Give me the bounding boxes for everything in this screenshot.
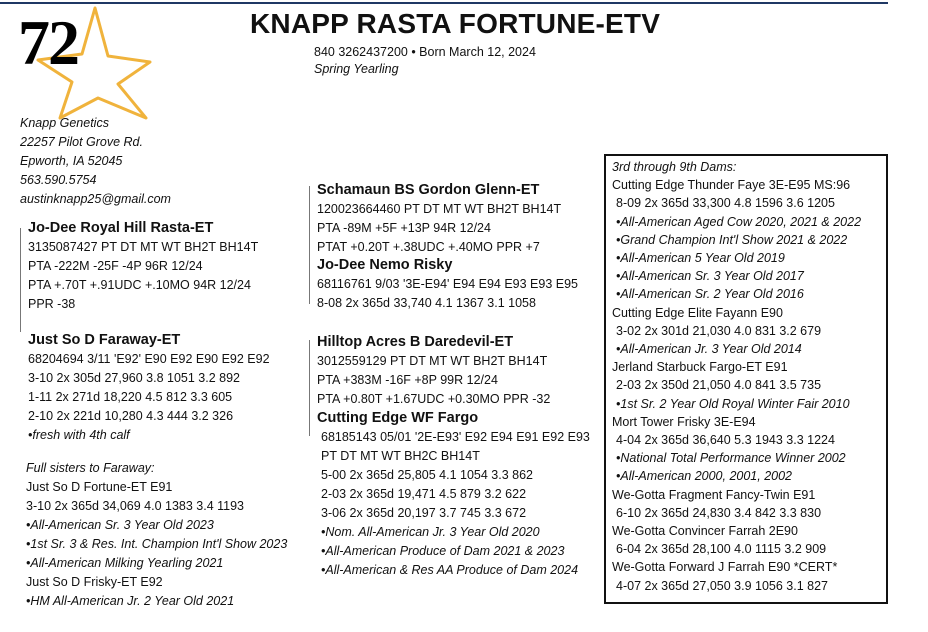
dam-line: 68204694 3/11 'E92' E90 E92 E90 E92 E92 xyxy=(28,352,270,366)
list-item: •All-American Sr. 3 Year Old 2017 xyxy=(616,269,804,284)
list-item: •Grand Champion Int'l Show 2021 & 2022 xyxy=(616,232,848,247)
extended-pedigree-list xyxy=(612,158,861,595)
sires-dam-line: 68116761 9/03 '3E-E94' E94 E94 E93 E93 E95 xyxy=(317,277,578,291)
dams-sire-block xyxy=(317,332,550,409)
sire-block xyxy=(28,218,258,314)
dam-block xyxy=(28,330,270,445)
dams-dam-block xyxy=(317,408,590,580)
list-item: •All-American Sr. 2 Year Old 2016 xyxy=(616,287,804,302)
full-sisters-heading: Full sisters to Faraway: xyxy=(26,461,155,475)
list-item: 4-07 2x 365d 27,050 3.9 1056 3.1 827 xyxy=(616,578,828,593)
list-item: 6-04 2x 365d 28,100 4.0 1115 3.2 909 xyxy=(616,542,827,557)
sires-dam-block xyxy=(317,255,578,313)
sires-sire-bracket xyxy=(309,186,310,304)
list-item: Cutting Edge Elite Fayann E90 xyxy=(612,305,783,320)
dams-sire-bracket xyxy=(309,340,310,436)
breeder-city: Epworth, IA 52045 xyxy=(20,154,123,168)
sires-dam-line: 8-08 2x 365d 33,740 4.1 1367 3.1 1058 xyxy=(317,296,536,310)
dams-sire-line: PTA +383M -16F +8P 99R 12/24 xyxy=(317,373,498,387)
list-item: Just So D Frisky-ET E92 xyxy=(26,575,163,589)
breeder-phone: 563.590.5754 xyxy=(20,173,97,187)
dams-sire-name: Hilltop Acres B Daredevil-ET xyxy=(317,334,514,350)
dam-line: 3-10 2x 305d 27,960 3.8 1051 3.2 892 xyxy=(28,371,240,385)
list-item: •HM All-American Jr. 2 Year Old 2021 xyxy=(26,594,235,608)
dams-dam-line: 3-06 2x 365d 20,197 3.7 745 3.3 672 xyxy=(321,506,527,520)
sires-sire-line: 120023664460 PT DT MT WT BH2T BH14T xyxy=(317,202,562,216)
list-item: •National Total Performance Winner 2002 xyxy=(616,451,846,466)
breeder-name: Knapp Genetics xyxy=(20,116,109,130)
list-item: Mort Tower Frisky 3E-E94 xyxy=(612,414,756,429)
sires-sire-name: Schamaun BS Gordon Glenn-ET xyxy=(317,182,540,198)
list-item: 8-09 2x 365d 33,300 4.8 1596 3.6 1205 xyxy=(616,196,835,211)
list-item: •All-American Jr. 3 Year Old 2014 xyxy=(616,342,802,357)
dams-dam-honor: •All-American & Res AA Produce of Dam 2024 xyxy=(321,563,579,577)
sires-sire-line: PTA -89M +5F +13P 94R 12/24 xyxy=(317,221,491,235)
dams-sire-line: PTA +0.80T +1.67UDC +0.30MO PPR -32 xyxy=(317,392,551,406)
sires-sire-line: PTAT +0.20T +.38UDC +.40MO PPR +7 xyxy=(317,240,540,254)
sire-name: Jo-Dee Royal Hill Rasta-ET xyxy=(28,220,214,236)
sire-line: PTA -222M -25F -4P 96R 12/24 xyxy=(28,259,203,273)
sire-line: PPR -38 xyxy=(28,297,76,311)
list-item: •All-American Aged Cow 2020, 2021 & 2022 xyxy=(616,214,862,229)
animal-name-title: KNAPP RASTA FORTUNE-ETV xyxy=(250,8,661,39)
list-item: 6-10 2x 365d 24,830 3.4 842 3.3 830 xyxy=(616,505,822,520)
sires-dam-name: Jo-Dee Nemo Risky xyxy=(317,257,453,273)
list-item: We-Gotta Convincer Farrah 2E90 xyxy=(612,524,798,539)
sire-line: PTA +.70T +.91UDC +.10MO 94R 12/24 xyxy=(28,278,251,292)
dam-note: •fresh with 4th calf xyxy=(28,428,130,442)
dam-name: Just So D Faraway-ET xyxy=(28,332,181,348)
list-item: Just So D Fortune-ET E91 xyxy=(26,480,173,494)
list-item: •All-American Milking Yearling 2021 xyxy=(26,556,224,570)
registration-birthdate: 840 3262437200 • Born March 12, 2024 xyxy=(314,45,536,59)
sires-sire-block xyxy=(317,180,561,257)
dams-dam-line: 68185143 05/01 '2E-E93' E92 E94 E91 E92 E93 xyxy=(321,430,590,444)
dams-dam-honor: •Nom. All-American Jr. 3 Year Old 2020 xyxy=(321,525,540,539)
breeder-email: austinknapp25@gmail.com xyxy=(20,192,171,206)
dam-line: 2-10 2x 221d 10,280 4.3 444 3.2 326 xyxy=(28,409,234,423)
breeder-street: 22257 Pilot Grove Rd. xyxy=(20,135,143,149)
breeder-contact xyxy=(20,114,171,209)
list-item: •All-American 2000, 2001, 2002 xyxy=(616,469,793,484)
show-class: Spring Yearling xyxy=(314,62,399,76)
full-sisters-block xyxy=(26,459,287,611)
list-item: •All-American Sr. 3 Year Old 2023 xyxy=(26,518,214,532)
list-item: •1st Sr. 2 Year Old Royal Winter Fair 2010 xyxy=(616,396,850,411)
list-item: Jerland Starbuck Fargo-ET E91 xyxy=(612,360,788,375)
list-item: 3-10 2x 365d 34,069 4.0 1383 3.4 1193 xyxy=(26,499,245,513)
list-item: 2-03 2x 350d 21,050 4.0 841 3.5 735 xyxy=(616,378,822,393)
dams-dam-name: Cutting Edge WF Fargo xyxy=(317,410,479,426)
list-item: We-Gotta Fragment Fancy-Twin E91 xyxy=(612,487,816,502)
dam-line: 1-11 2x 271d 18,220 4.5 812 3.3 605 xyxy=(28,390,233,404)
dams-sire-line: 3012559129 PT DT MT WT BH2T BH14T xyxy=(317,354,548,368)
dams-dam-line: PT DT MT WT BH2C BH14T xyxy=(321,449,480,463)
extended-pedigree-heading: 3rd through 9th Dams: xyxy=(612,160,737,174)
list-item: •All-American 5 Year Old 2019 xyxy=(616,251,785,266)
dams-dam-line: 5-00 2x 365d 25,805 4.1 1054 3.3 862 xyxy=(321,468,533,482)
list-item: 3-02 2x 301d 21,030 4.0 831 3.2 679 xyxy=(616,323,822,338)
list-item: We-Gotta Forward J Farrah E90 *CERT* xyxy=(612,560,838,575)
sire-line: 3135087427 PT DT MT WT BH2T BH14T xyxy=(28,240,259,254)
list-item: •1st Sr. 3 & Res. Int. Champion Int'l Show 2023 xyxy=(26,537,288,551)
dams-dam-honor: •All-American Produce of Dam 2021 & 2023 xyxy=(321,544,565,558)
list-item: 4-04 2x 365d 36,640 5.3 1943 3.3 1224 xyxy=(616,433,835,448)
dams-dam-line: 2-03 2x 365d 19,471 4.5 879 3.2 622 xyxy=(321,487,527,501)
sire-bracket xyxy=(20,228,21,332)
list-item: Cutting Edge Thunder Faye 3E-E95 MS:96 xyxy=(612,178,851,193)
lot-number: 72 xyxy=(18,7,78,78)
